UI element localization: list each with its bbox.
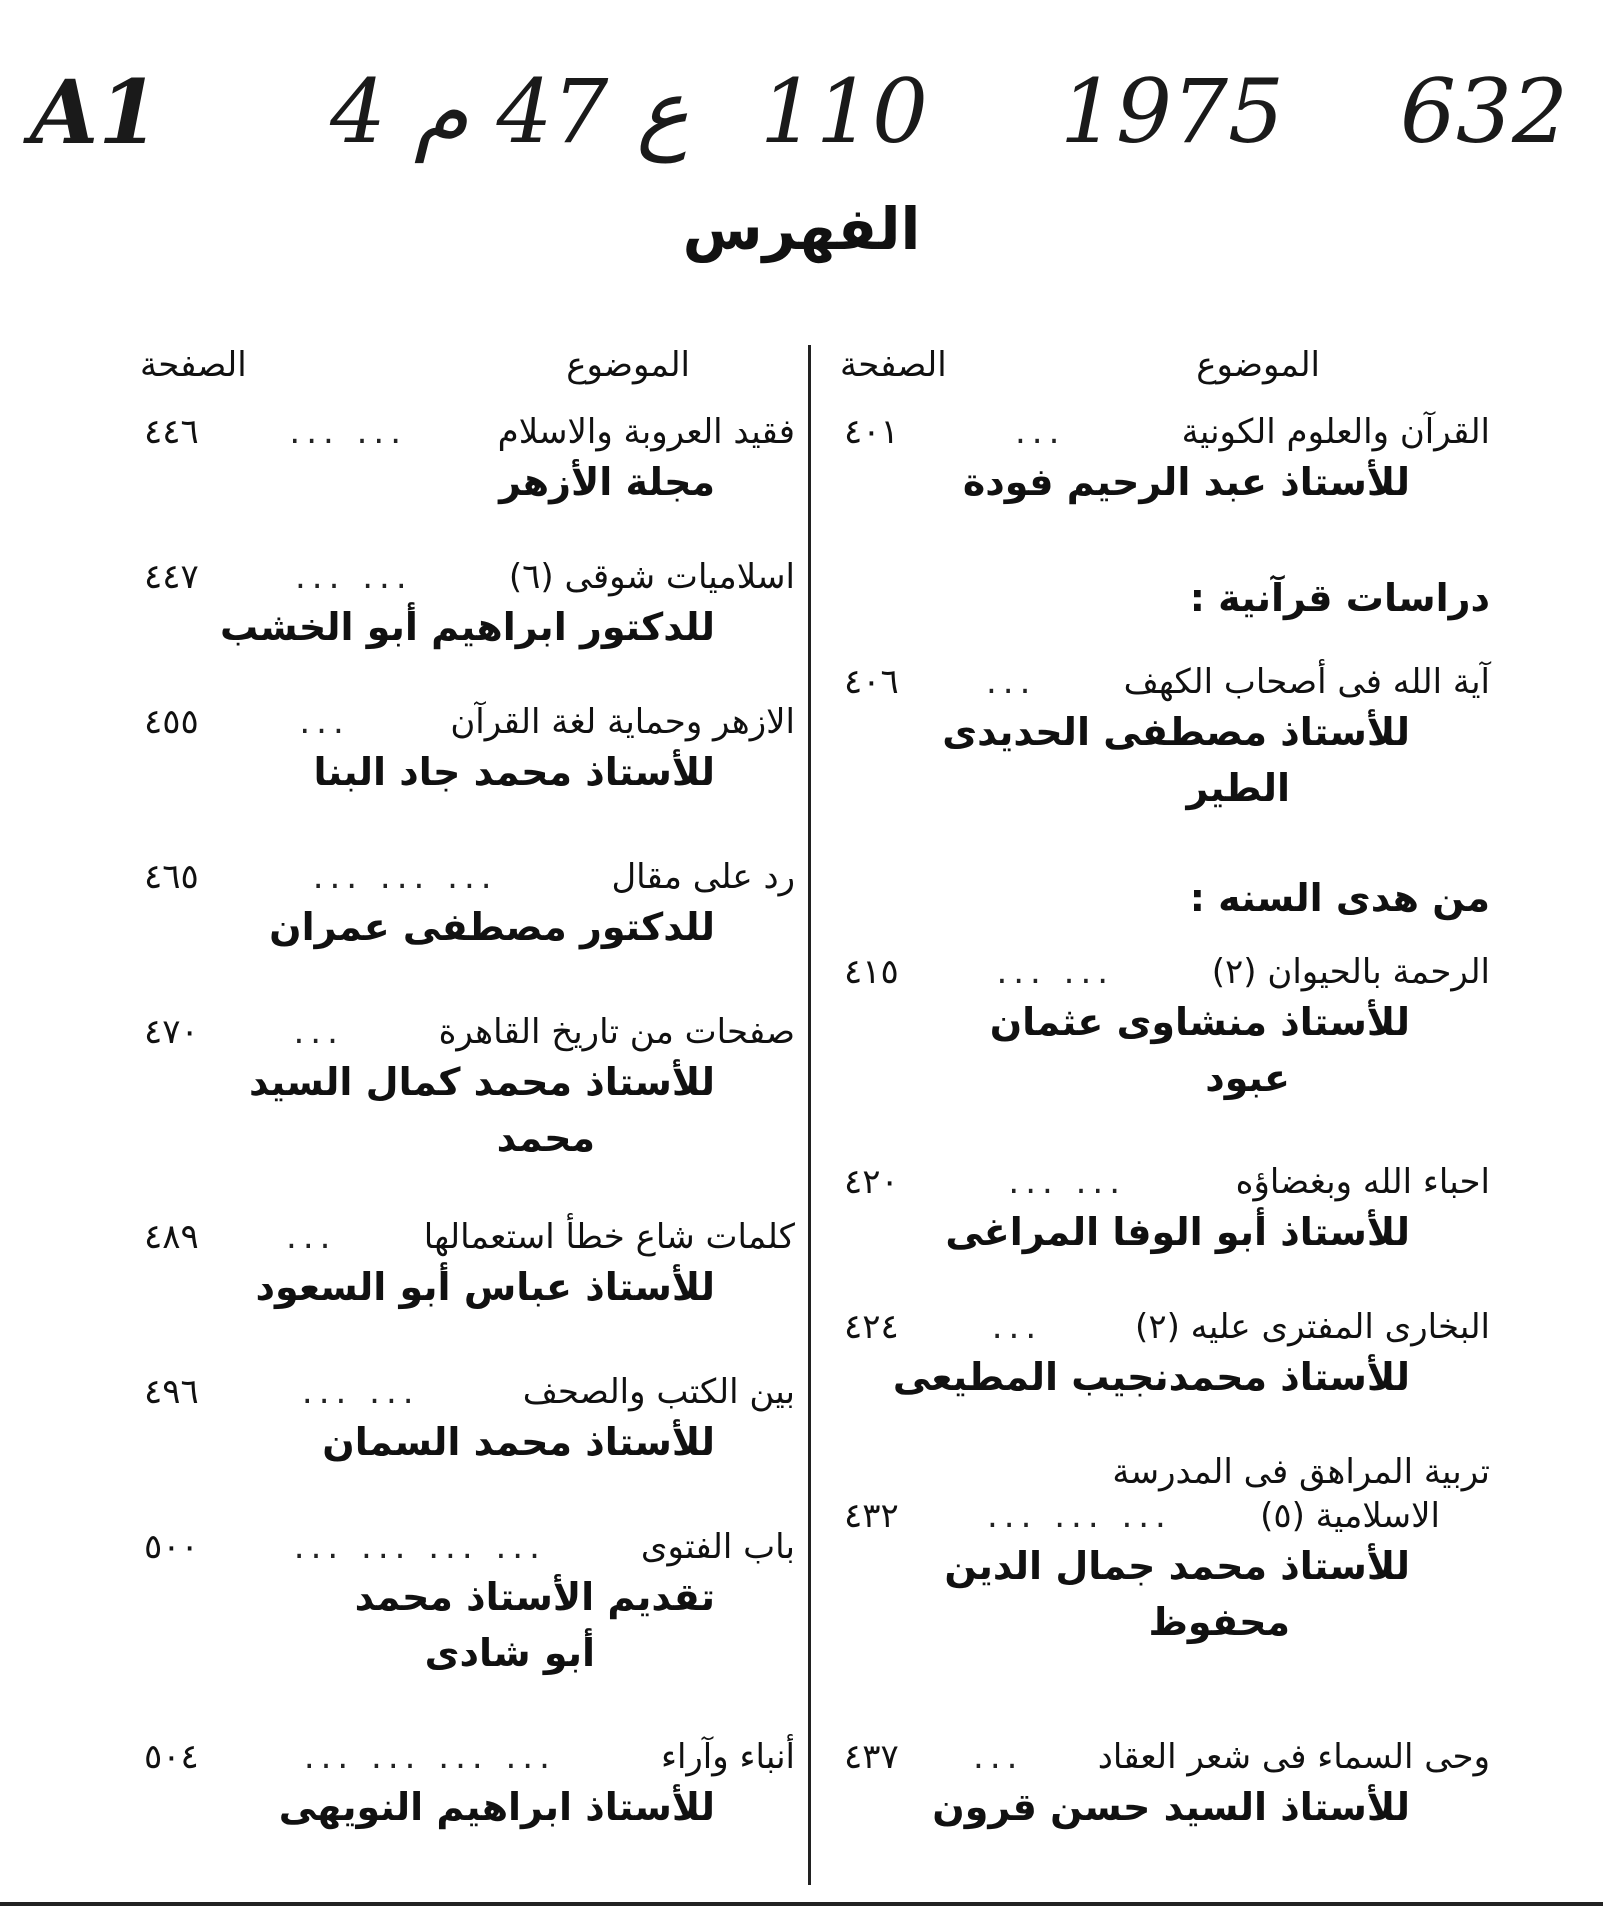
- toc-entry: [840, 1160, 1490, 1260]
- toc-entry: [140, 700, 795, 800]
- entry-page: ٤٨٩: [144, 1217, 199, 1257]
- toc-entry: [140, 1525, 795, 1681]
- page-header: الصفحة: [840, 345, 947, 385]
- entry-page: ٤٥٥: [144, 702, 199, 742]
- entry-author: للأستاذ محمدنجيب المطيعى: [892, 1355, 1410, 1399]
- entry-page: ٥٠٠: [144, 1527, 199, 1567]
- entry-author: تقديم الأستاذ محمد: [354, 1575, 715, 1619]
- entry-page: ٤٣٢: [844, 1496, 899, 1536]
- entry-title: اسلاميات شوقى (٦): [508, 557, 795, 597]
- entry-title: باب الفتوى: [640, 1527, 795, 1567]
- toc-entry: [140, 1010, 795, 1166]
- entry-page: ٤٤٧: [144, 557, 199, 597]
- entry-page: ٤٢٤: [844, 1307, 899, 1347]
- entry-title: الازهر وحماية لغة القرآن: [450, 702, 795, 742]
- left-column-header: [140, 335, 780, 395]
- toc-entry: [840, 1450, 1490, 1650]
- toc-entry: [140, 1215, 795, 1315]
- leader-dots: ...: [286, 1217, 337, 1257]
- handwritten-note: 1975: [1060, 60, 1284, 163]
- entry-title: تربية المراهق فى المدرسة: [1112, 1452, 1490, 1492]
- leader-dots: ... ...: [1008, 1162, 1127, 1202]
- right-column-header: [840, 335, 1410, 395]
- toc-entry: [840, 950, 1490, 1106]
- toc-entry: [140, 1370, 795, 1470]
- entry-title: القرآن والعلوم الكونية: [1181, 412, 1490, 452]
- entry-page: ٤٤٦: [144, 412, 199, 452]
- leader-dots: ... ...: [996, 952, 1115, 992]
- toc-entry: [140, 410, 795, 510]
- toc-entry: [840, 410, 1490, 510]
- leader-dots: ...: [293, 1012, 344, 1052]
- bottom-rule: [0, 1902, 1603, 1906]
- leader-dots: ... ...: [289, 412, 408, 452]
- entry-author: للأستاذ محمد جاد البنا: [313, 750, 715, 794]
- entry-author: للأستاذ السيد حسن قرون: [932, 1785, 1410, 1829]
- entry-author: للأستاذ محمد كمال السيد: [248, 1060, 715, 1104]
- entry-author: للأستاذ مصطفى الحديدى: [942, 710, 1410, 754]
- entry-page: ٤١٥: [844, 952, 899, 992]
- topic-header: الموضوع: [566, 345, 690, 385]
- entry-page: ٤٩٦: [144, 1372, 199, 1412]
- entry-page: ٤٠١: [844, 412, 899, 452]
- entry-author: للأستاذ محمد السمان: [322, 1420, 715, 1464]
- toc-entry: [140, 855, 795, 955]
- entry-author-cont: أبو شادى: [424, 1631, 595, 1675]
- handwritten-annotations: [20, 40, 1580, 190]
- toc-entry: [840, 1305, 1490, 1405]
- entry-title: صفحات من تاريخ القاهرة: [438, 1012, 795, 1052]
- entry-author: للأستاذ محمد جمال الدين: [944, 1544, 1410, 1588]
- entry-author: للدكتور مصطفى عمران: [269, 905, 715, 949]
- entry-author: للأستاذ منشاوى عثمان: [989, 1000, 1410, 1044]
- entry-author-cont: محمد: [496, 1116, 595, 1160]
- entry-author: للأستاذ عبد الرحيم فودة: [962, 460, 1410, 504]
- entry-author: للدكتور ابراهيم أبو الخشب: [219, 605, 715, 649]
- leader-dots: ... ...: [295, 557, 413, 597]
- handwritten-note: 110: [760, 60, 928, 163]
- leader-dots: ... ...: [301, 1372, 420, 1412]
- page-header: الصفحة: [140, 345, 247, 385]
- section-heading: من هدى السنه :: [1189, 876, 1490, 920]
- toc-entry: [840, 1735, 1490, 1835]
- entry-page: ٤٧٠: [144, 1012, 199, 1052]
- leader-dots: ...: [973, 1737, 1024, 1777]
- leader-dots: ...: [991, 1307, 1043, 1347]
- section-heading: دراسات قرآنية :: [1189, 576, 1490, 620]
- entry-author: مجلة الأزهر: [499, 460, 715, 504]
- entry-author-cont: عبود: [1205, 1056, 1290, 1100]
- entry-page: ٤٦٥: [144, 857, 199, 897]
- entry-title: آية الله فى أصحاب الكهف: [1123, 662, 1490, 702]
- entry-title: أنباء وآراء: [660, 1737, 795, 1777]
- entry-author-cont: محفوظ: [1148, 1600, 1290, 1644]
- toc-entry: [840, 660, 1490, 816]
- topic-header: الموضوع: [1196, 345, 1320, 385]
- leader-dots: ... ... ... ...: [303, 1737, 556, 1777]
- entry-page: ٤٣٧: [844, 1737, 899, 1777]
- handwritten-note: 632: [1400, 60, 1568, 163]
- leader-dots: ...: [986, 662, 1037, 702]
- leader-dots: ... ... ...: [312, 857, 498, 897]
- entry-author: للأستاذ عباس أبو السعود: [255, 1265, 715, 1309]
- toc-entry: [140, 555, 795, 655]
- leader-dots: ...: [299, 702, 350, 742]
- entry-title-cont: الاسلامية (٥): [1260, 1496, 1440, 1536]
- entry-author: للأستاذ أبو الوفا المراغى: [945, 1210, 1410, 1254]
- handwritten-note: A1: [30, 60, 160, 164]
- entry-page: ٤٠٦: [844, 662, 899, 702]
- entry-title: وحى السماء فى شعر العقاد: [1097, 1737, 1490, 1777]
- entry-author-cont: الطير: [1186, 766, 1290, 810]
- entry-page: ٤٢٠: [844, 1162, 899, 1202]
- entry-title: بين الكتب والصحف: [522, 1372, 795, 1412]
- handwritten-note: 4 ع 47 م: [330, 60, 689, 163]
- entry-title: الرحمة بالحيوان (٢): [1211, 952, 1490, 992]
- leader-dots: ...: [1014, 412, 1066, 452]
- entry-title: كلمات شاع خطأ استعمالها: [423, 1217, 795, 1257]
- entry-title: رد على مقال: [611, 857, 795, 897]
- leader-dots: ... ... ...: [986, 1496, 1172, 1536]
- entry-title: البخارى المفترى عليه (٢): [1135, 1307, 1490, 1347]
- leader-dots: ... ... ... ...: [293, 1527, 546, 1567]
- entry-author: للأستاذ ابراهيم النويهى: [278, 1785, 715, 1829]
- toc-entry: [140, 1735, 795, 1835]
- entry-page: ٥٠٤: [144, 1737, 199, 1777]
- entry-title: فقيد العروبة والاسلام: [497, 412, 795, 452]
- entry-title: احباء الله وبغضاؤه: [1235, 1162, 1490, 1202]
- page-title: الفهرس: [682, 195, 921, 263]
- column-divider: [808, 345, 811, 1885]
